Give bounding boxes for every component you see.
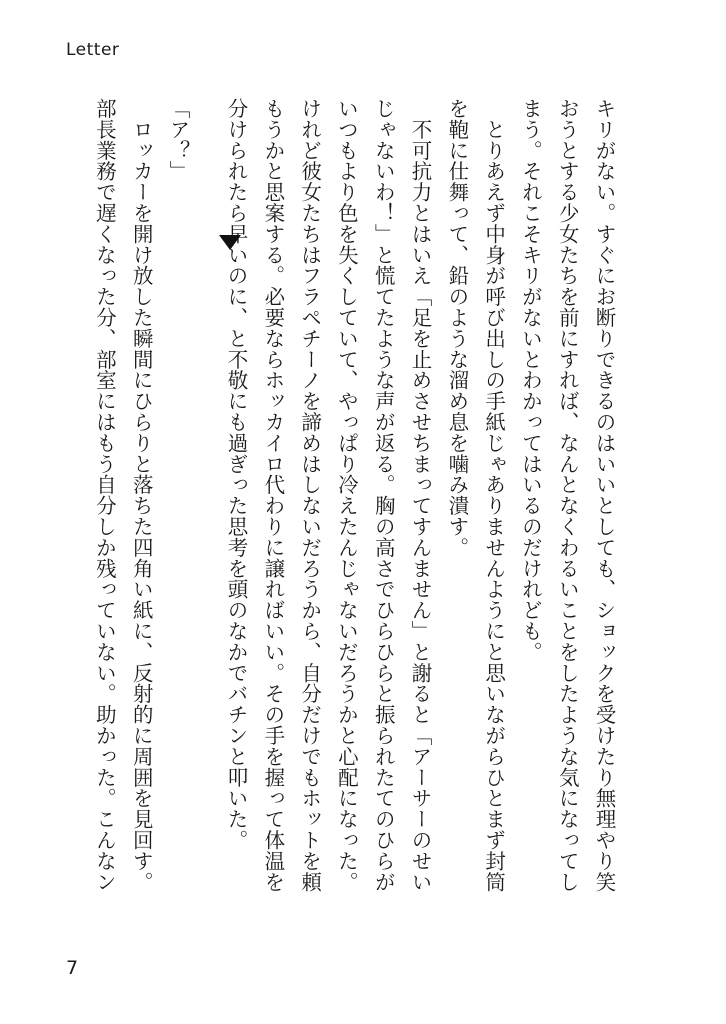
text-line: ロッカーを開け放した瞬間にひらりと落ちた四角い紙に、反射的に周囲を見回す。 (129, 98, 154, 893)
text-line: まう。それこそキリがないとわかってはいるのだけれども。 (518, 98, 543, 663)
page-number: 7 (66, 957, 79, 979)
text-line: とりあえず中身が呼び出しの手紙じゃありませんようにと思いながらひとまず封筒 (481, 98, 506, 893)
text-line: 不可抗力とはいえ「足を止めさせちまってすんません」と謝ると「アーサーのせい (408, 98, 433, 893)
text-line: おうとする少女たちを前にすれば、なんとなくわるいことをしたような気になってし (555, 98, 580, 893)
text-block-left (86, 98, 196, 948)
running-header: Letter (66, 40, 120, 60)
text-line: を鞄に仕舞って、鉛のような溜め息を噛み潰す。 (444, 98, 469, 558)
text-line: けれど彼女たちはフラペチーノを諦めはしないだろうから、自分だけでもホットを頼 (297, 98, 322, 893)
text-line: 分けられたら早いのに、と不敬にも過ぎった思考を頭のなかでバチンと叩いた。 (224, 98, 249, 851)
text-line: 「ア？」 (166, 98, 190, 182)
text-line: もうかと思案する。必要ならホッカイロ代わりに譲ればいい。その手を握って体温を (260, 98, 285, 893)
text-block-right (217, 98, 622, 948)
text-line: いつもより色を失くしていて、やっぱり冷えたんじゃないだろうかと心配になった。 (334, 98, 359, 893)
text-line: 部長業務で遅くなった分、部室にはもう自分しか残っていない。助かった。こんなン (92, 98, 117, 893)
text-line: キリがない。すぐにお断りできるのはいいとしても、ショックを受けたり無理やり笑 (592, 98, 616, 893)
text-line: じゃないわ！」と慌てたような声が返る。胸の高さでひらひらと振られたてのひらが (371, 98, 396, 893)
scene-break-triangle-icon (219, 235, 241, 250)
